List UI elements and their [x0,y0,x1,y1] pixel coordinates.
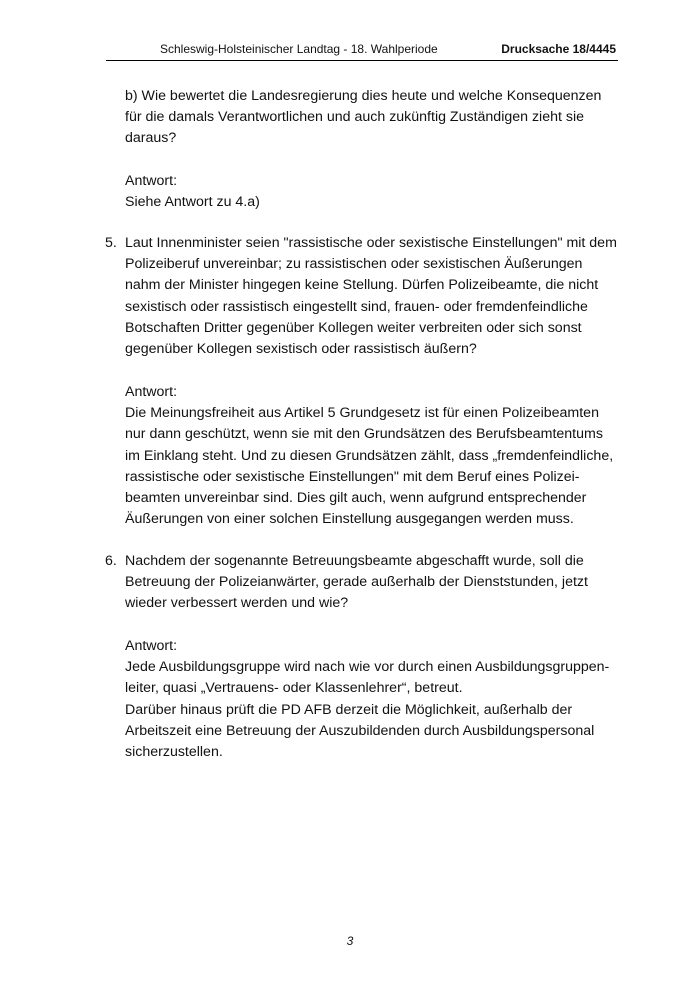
question-number: 5. [105,235,117,251]
answer-label: Antwort: [125,384,178,400]
text-line: Jede Ausbildungsgruppe wird nach wie vor durch einen Ausbildungsgruppen- [125,659,610,676]
answer-label: Antwort: [125,173,178,189]
text-line: b) Wie bewertet die Landesregierung dies heute und welche Konsequenzen [125,88,602,104]
text-line: Betreuung der Polizeianwärter, gerade außerhalb der Dienststunden, jetzt [125,574,588,591]
question-number: 6. [105,553,117,569]
text-line: nahm der Minister hingegen keine Stellung. Dürfen Polizeibeamte, die nicht [125,277,599,294]
text-line: für die damals Verantwortlichen und auch zukünftig Zuständigen zieht sie [125,109,585,126]
header-document-reference: Drucksache 18/4445 [501,42,616,56]
text-line: sicherzustellen. [125,744,223,761]
answer-6 [125,636,625,763]
text-line: wieder verbessert werden und wie? [125,595,349,612]
text-line: Äußerungen von einer solchen Einstellung ausgegangen werden muss. [125,511,574,528]
text-line: rassistische oder sexistische Einstellungen" mit dem Beruf eines Polizei- [125,468,580,485]
text-line: beamten unvereinbar sind. Dies gilt auch, wenn aufgrund entsprechender [125,490,587,507]
question-5 [105,233,625,360]
text-line: Arbeitszeit eine Betreuung der Auszubildenden durch Ausbildungspersonal [125,722,595,739]
text-line: Nachdem der sogenannte Betreuungsbeamte abgeschafft wurde, soll die [125,553,584,569]
question-5-text [125,233,625,360]
text-line: sexistisch oder rassistisch eingestellt sind, frauen- oder fremdenfeindliche [125,298,588,315]
question-6-text [125,551,625,615]
page-number: 3 [346,934,354,948]
answer-text: Siehe Antwort zu 4.a) [125,194,260,211]
header-title: Schleswig-Holsteinischer Landtag - 18. Wahlperiode [160,42,438,56]
text-line: leiter, quasi „Vertrauens- oder Klassenlehrer“, betreut. [125,680,463,697]
answer-4b [125,171,625,213]
question-4b [125,86,625,150]
text-line: im Einklang steht. Und zu diesen Grundsätzen zählt, dass „fremdenfeindliche, [125,447,614,464]
answer-5 [125,382,625,530]
text-line: nur dann geschützt, wenn sie mit den Grundsätzen des Berufsbeamtentums [125,426,603,443]
text-line: gegenüber Kollegen sexistisch oder rassistisch äußern? [125,341,477,358]
text-line: daraus? [125,130,177,147]
answer-label: Antwort: [125,638,178,654]
text-line: Laut Innenminister seien "rassistische oder sexistische Einstellungen" mit dem [125,235,617,251]
text-line: Botschaften Dritter gegenüber Kollegen weiter verbreiten oder sich sonst [125,319,582,336]
question-4b-text [125,86,625,150]
text-line: Polizeiberuf unvereinbar; zu rassistischen oder sexistischen Äußerungen [125,256,583,273]
question-6 [105,551,625,615]
page-header [106,38,618,61]
text-line: Darüber hinaus prüft die PD AFB derzeit die Möglichkeit, außerhalb der [125,701,573,718]
text-line: Die Meinungsfreiheit aus Artikel 5 Grundgesetz ist für einen Polizeibeamten [125,405,599,422]
